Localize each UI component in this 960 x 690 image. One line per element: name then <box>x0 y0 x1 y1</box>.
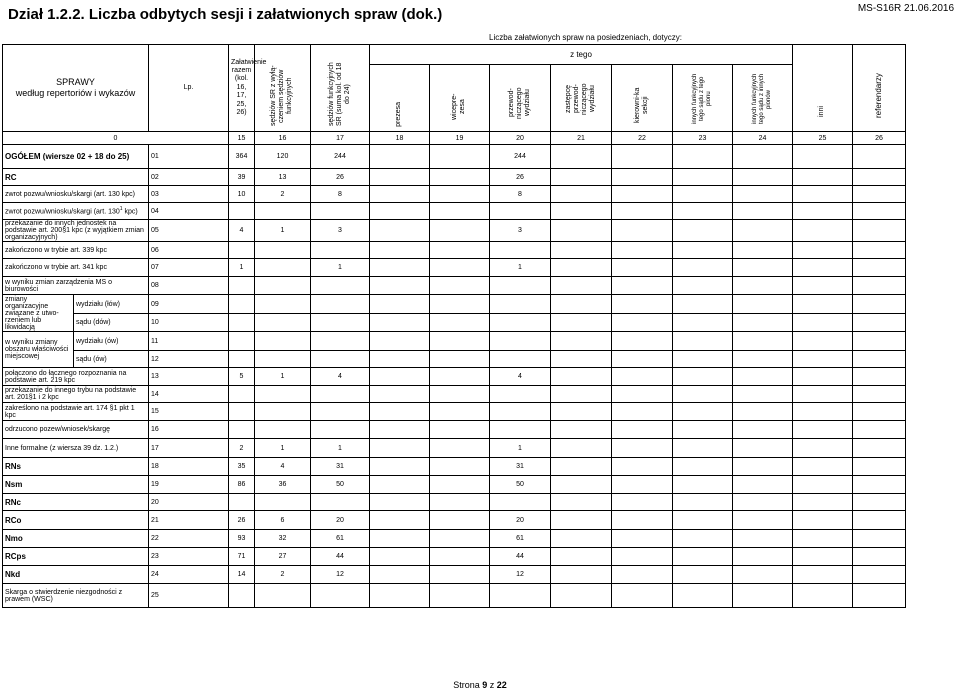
row-label: RC <box>3 169 149 186</box>
row-lp: 17 <box>149 439 229 458</box>
cell-value: 3 <box>311 220 370 242</box>
row-lp: 16 <box>149 421 229 439</box>
row-label: sądu (dów) <box>74 314 149 332</box>
row-label: Nmo <box>3 530 149 548</box>
row-lp: 02 <box>149 169 229 186</box>
row-label: zakończono w trybie art. 339 kpc <box>3 242 149 259</box>
cell-value: 32 <box>255 530 311 548</box>
cell-value: 14 <box>229 566 255 584</box>
row-lp: 20 <box>149 494 229 511</box>
cell-value: 4 <box>229 220 255 242</box>
col-header-lp: Lp. <box>149 45 229 132</box>
cell-value: 1 <box>255 220 311 242</box>
cell-value: 1 <box>255 368 311 386</box>
row-lp: 23 <box>149 548 229 566</box>
cell-value: 2 <box>255 566 311 584</box>
row-label: RCps <box>3 548 149 566</box>
row-lp: 11 <box>149 332 229 351</box>
cell-value: 27 <box>255 548 311 566</box>
row-lp: 24 <box>149 566 229 584</box>
table-row <box>3 145 959 169</box>
row-lp: 04 <box>149 203 229 220</box>
cell-value: 61 <box>311 530 370 548</box>
cell-value: 8 <box>311 186 370 203</box>
table-row <box>3 458 959 476</box>
row-lp: 15 <box>149 403 229 421</box>
table-row <box>3 421 959 439</box>
row-lp: 09 <box>149 295 229 314</box>
col-number: 18 <box>370 132 430 145</box>
row-label: Inne formalne (z wiersza 39 dz. 1.2.) <box>3 439 149 458</box>
row-lp: 03 <box>149 186 229 203</box>
cell-value: 50 <box>490 476 551 494</box>
row-label: zakończono w trybie art. 341 kpc <box>3 259 149 277</box>
row-lp: 08 <box>149 277 229 295</box>
row-lp: 13 <box>149 368 229 386</box>
cell-value: 1 <box>490 439 551 458</box>
row-label: sądu (ów) <box>74 351 149 368</box>
cell-value: 244 <box>490 145 551 169</box>
form-code: MS-S16R 21.06.2016 <box>857 3 954 14</box>
cell-value: 5 <box>229 368 255 386</box>
row-lp: 19 <box>149 476 229 494</box>
cell-value: 36 <box>255 476 311 494</box>
row-lp: 05 <box>149 220 229 242</box>
row-group-label: zmiany organizacyjne związane z utwo-rzeniem lub likwidacją <box>3 295 74 332</box>
cell-value: 6 <box>255 511 311 530</box>
row-lp: 01 <box>149 145 229 169</box>
table-row <box>3 511 959 530</box>
row-lp: 25 <box>149 584 229 608</box>
row-label: wydziału (ów) <box>74 332 149 351</box>
cell-value: 4 <box>311 368 370 386</box>
cell-value: 26 <box>490 169 551 186</box>
col-header-inni: inni <box>793 45 853 132</box>
cell-value: 44 <box>490 548 551 566</box>
row-label: w wyniku zmian zarządzenia MS o biurowości <box>3 277 149 295</box>
cell-value: 8 <box>490 186 551 203</box>
col-number: 0 <box>3 132 229 145</box>
row-label: Nkd <box>3 566 149 584</box>
col-number: 24 <box>733 132 793 145</box>
table-row <box>3 314 959 332</box>
table-row <box>3 242 959 259</box>
col-header-wiceprezesa: wicepre-zesa <box>430 65 490 132</box>
cell-value: 1 <box>255 439 311 458</box>
page-title: Dział 1.2.2. Liczba odbytych sesji i załatwionych spraw (dok.) <box>8 6 443 23</box>
col-header-innych-tego-sadu: innych funkcyjnych tego sądu z tego pionu <box>673 65 733 132</box>
cell-value: 10 <box>229 186 255 203</box>
col-header-sprawy: SPRAWY według repertoriów i wykazów <box>3 45 149 132</box>
col-header-referendarzy: referendarzy <box>853 45 906 132</box>
row-label: zwrot pozwu/wniosku/skargi (art. 130 kpc) <box>3 186 149 203</box>
table-row <box>3 584 959 608</box>
cell-value: 3 <box>490 220 551 242</box>
table-row <box>3 169 959 186</box>
row-label: Skarga o stwierdzenie niezgodności z prawem (WSC) <box>3 584 149 608</box>
row-label: RNc <box>3 494 149 511</box>
col-number: 16 <box>255 132 311 145</box>
col-number: 20 <box>490 132 551 145</box>
cell-value: 4 <box>255 458 311 476</box>
col-header-sedziow-sr: sędziów SR z wyłą-czeniem sędziów funkcyjnych <box>255 45 311 132</box>
cell-value: 13 <box>255 169 311 186</box>
row-label: OGÓŁEM (wiersze 02 + 18 do 25) <box>3 145 149 169</box>
row-label: zakreślono na podstawie art. 174 §1 pkt 1 kpc <box>3 403 149 421</box>
table-row <box>3 277 959 295</box>
cell-value: 2 <box>255 186 311 203</box>
row-label: RCo <box>3 511 149 530</box>
cell-value: 4 <box>490 368 551 386</box>
cell-value: 35 <box>229 458 255 476</box>
cell-value: 26 <box>311 169 370 186</box>
row-label: zwrot pozwu/wniosku/skargi (art. $130^1$ kpc) <box>3 203 149 220</box>
row-label: przekazanie do innego trybu na podstawie art. 201§1 i 2 kpc <box>3 386 149 403</box>
table-row <box>3 530 959 548</box>
cell-value: 20 <box>490 511 551 530</box>
table-row <box>3 439 959 458</box>
cell-value: 44 <box>311 548 370 566</box>
col-number: 22 <box>612 132 673 145</box>
cell-value: 31 <box>311 458 370 476</box>
row-lp: 14 <box>149 386 229 403</box>
cell-value: 1 <box>311 439 370 458</box>
table-row <box>3 332 959 351</box>
row-label: połączono do łącznego rozpoznania na podstawie art. 219 kpc <box>3 368 149 386</box>
table-caption: Liczba załatwionych spraw na posiedzeniach, dotyczy: <box>489 33 682 42</box>
cell-value: 86 <box>229 476 255 494</box>
table-row <box>3 566 959 584</box>
col-number: 21 <box>551 132 612 145</box>
cell-value: 93 <box>229 530 255 548</box>
row-lp: 21 <box>149 511 229 530</box>
report-table <box>2 44 959 608</box>
table-row <box>3 186 959 203</box>
col-number: 23 <box>673 132 733 145</box>
table-row <box>3 386 959 403</box>
cell-value: 244 <box>311 145 370 169</box>
row-label: wydziału (łów) <box>74 295 149 314</box>
col-header-zastepcy: zastępcę przewod-niczącego wydziału <box>551 65 612 132</box>
table-row <box>3 403 959 421</box>
page-total: 22 <box>496 680 507 690</box>
table-row <box>3 259 959 277</box>
table-row <box>3 476 959 494</box>
table-row <box>3 220 959 242</box>
col-header-kierownika: kierowni-ka sekcji <box>612 65 673 132</box>
row-lp: 07 <box>149 259 229 277</box>
row-label: przekazanie do innych jednostek na podstawie art. 200§1 kpc (z wyjątkiem zmian organizacyjnych) <box>3 220 149 242</box>
col-header-przewodniczacego: przewod-niczącego wydziału <box>490 65 551 132</box>
table-row <box>3 548 959 566</box>
row-lp: 10 <box>149 314 229 332</box>
row-label: odrzucono pozew/wniosek/skargę <box>3 421 149 439</box>
page-number: 9 <box>482 680 488 690</box>
cell-value: 2 <box>229 439 255 458</box>
cell-value: 50 <box>311 476 370 494</box>
cell-value: 26 <box>229 511 255 530</box>
table-row <box>3 368 959 386</box>
table-row <box>3 295 959 314</box>
cell-value: 1 <box>311 259 370 277</box>
col-header-zalatwienie: Załatwienie razem (kol. 16, 17, 25, 26) <box>229 45 255 132</box>
cell-value: 12 <box>490 566 551 584</box>
page-footer: Strona 9 z 22 <box>453 680 507 690</box>
cell-value: 31 <box>490 458 551 476</box>
table-row <box>3 203 959 220</box>
row-label: Nsm <box>3 476 149 494</box>
col-number: 25 <box>793 132 853 145</box>
cell-value: 12 <box>311 566 370 584</box>
table-row <box>3 351 959 368</box>
row-lp: 12 <box>149 351 229 368</box>
row-label: RNs <box>3 458 149 476</box>
table-row <box>3 494 959 511</box>
cell-value: 61 <box>490 530 551 548</box>
row-group-label: w wyniku zmiany obszaru właściwości miejscowej <box>3 332 74 368</box>
row-lp: 22 <box>149 530 229 548</box>
cell-value: 20 <box>311 511 370 530</box>
col-number: 15 <box>229 132 255 145</box>
cell-value: 1 <box>490 259 551 277</box>
row-lp: 18 <box>149 458 229 476</box>
col-number: 26 <box>853 132 906 145</box>
cell-value: 1 <box>229 259 255 277</box>
cell-value: 364 <box>229 145 255 169</box>
col-header-sedziow-funkcyjnych: sędziów funkcyjnych SR (suma kol. od 18 do 24) <box>311 45 370 132</box>
row-lp: 06 <box>149 242 229 259</box>
cell-value: 120 <box>255 145 311 169</box>
cell-value: 39 <box>229 169 255 186</box>
col-header-prezesa: prezesa <box>370 65 430 132</box>
cell-value: 71 <box>229 548 255 566</box>
col-number: 19 <box>430 132 490 145</box>
col-number: 17 <box>311 132 370 145</box>
col-header-z-tego: z tego <box>370 45 793 65</box>
col-header-innych-innych: innych funkcyjnych tego sądu z innych pionów <box>733 65 793 132</box>
